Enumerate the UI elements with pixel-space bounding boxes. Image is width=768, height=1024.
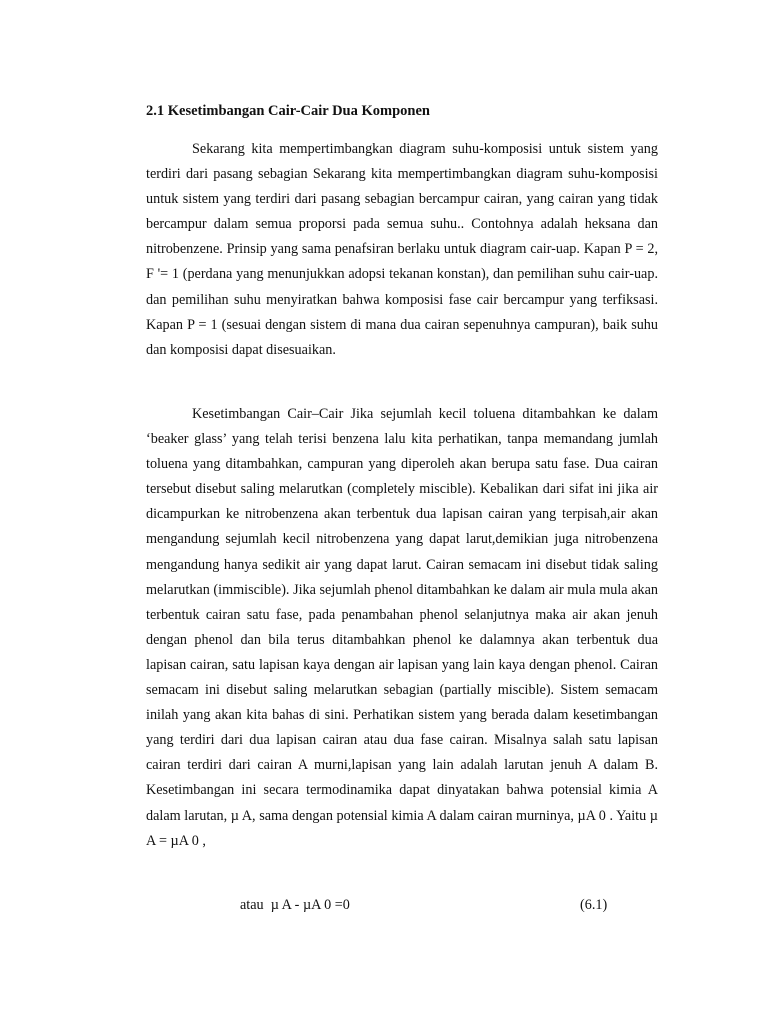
section-heading: 2.1 Kesetimbangan Cair-Cair Dua Komponen xyxy=(146,103,430,119)
equation-number: (6.1) xyxy=(580,897,608,913)
paragraph-intro: Sekarang kita mempertimbangkan diagram suhu-komposisi untuk sistem yang terdiri dari pasang sebagian Sekarang kita mempertimbangkan diagram suhu-komposisi untuk sistem yang terdiri dari pasang sebagian bercampur cairan, yang cairan yang tidak bercampur dalam semua proporsi pada semua suhu.. Contohnya adalah heksana dan nitrobenzene. Prinsip yang sama penafsiran berlaku untuk diagram cair-uap. Kapan P = 2, F '= 1 (perdana yang menunjukkan adopsi tekanan konstan), dan pemilihan suhu cair-uap. dan pemilihan suhu menyiratkan bahwa komposisi fase cair bercampur yang terfiksasi. Kapan P = 1 (sesuai dengan sistem di mana dua cairan sepenuhnya campuran), baik suhu dan komposisi dapat disesuaikan. xyxy=(146,141,658,358)
equation-row xyxy=(146,893,658,917)
paragraph-liquid-equilibrium: Kesetimbangan Cair–Cair Jika sejumlah kecil toluena ditambahkan ke dalam ‘beaker glass’ yang telah terisi benzena lalu kita perhatikan, tanpa memandang jumlah toluena yang ditambahkan, campuran yang diperoleh akan berupa satu fase. Dua cairan tersebut disebut saling melarutkan (completely miscible). Kebalikan dari sifat ini jika air dicampurkan ke nitrobenzena akan terbentuk dua lapisan cairan yang terpisah,air akan mengandung sejumlah kecil nitrobenzena yang dapat larut,demikian juga nitrobenzena mengandung hanya sedikit air yang dapat larut. Cairan semacam ini disebut tidak saling melarutkan (immiscible). Jika sejumlah phenol ditambahkan ke dalam air mula mula akan terbentuk cairan satu fase, pada penambahan phenol selanjutnya maka air akan jenuh dengan phenol dan bila terus ditambahkan phenol ke dalamnya akan terbentuk dua lapisan cairan, satu lapisan kaya dengan air lapisan yang lain kaya dengan phenol. Cairan semacam ini disebut saling melarutkan sebagian (partially miscible). Sistem semacam inilah yang akan kita bahas di sini. Perhatikan sistem yang berada dalam kesetimbangan yang terdiri dari dua lapisan cairan atau dua fase cairan. Misalnya salah satu lapisan cairan terdiri dari cairan A murni,lapisan yang lain adalah larutan jenuh A dalam B. Kesetimbangan ini secara termodinamika dapat dinyatakan bahwa potensial kimia A dalam larutan, µ A, sama dengan potensial kimia A dalam cairan murninya, µA 0 . Yaitu µ A = µA 0 , xyxy=(146,406,658,849)
equation-text: atau µ A - µA 0 =0 xyxy=(240,897,350,913)
